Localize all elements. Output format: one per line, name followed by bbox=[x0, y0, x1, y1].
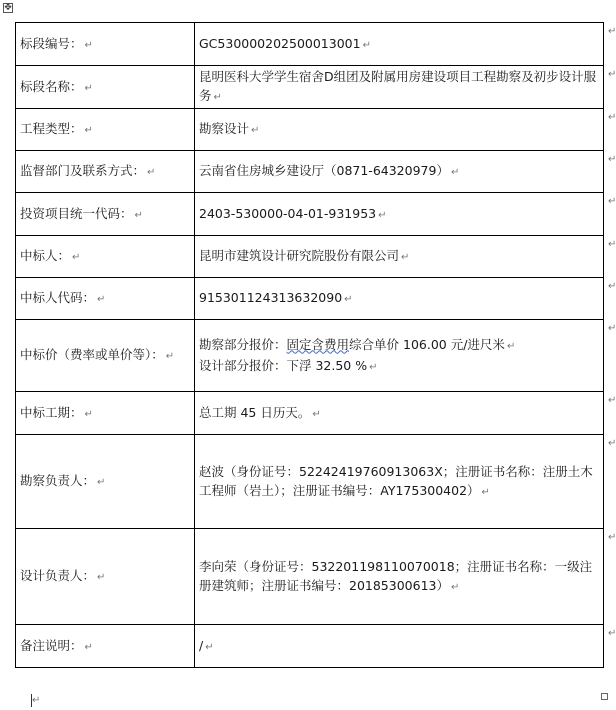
table-row bbox=[16, 66, 604, 109]
row-label-cell[interactable] bbox=[16, 236, 195, 278]
paragraph-mark: ↵ bbox=[84, 408, 93, 420]
row-label: 中标人： bbox=[20, 248, 71, 263]
table-row bbox=[16, 151, 604, 193]
table-row bbox=[16, 193, 604, 236]
row-label: 中标工期： bbox=[20, 404, 83, 420]
end-of-row-mark: ↵ bbox=[608, 112, 616, 123]
paragraph-mark: ↵ bbox=[251, 125, 260, 136]
row-value-cell[interactable] bbox=[195, 320, 604, 392]
row-value: 云南省住房城乡建设厅（0871-64320979） bbox=[199, 163, 449, 178]
row-value-cell[interactable] bbox=[195, 435, 604, 529]
table-row bbox=[16, 23, 604, 66]
row-label-cell[interactable] bbox=[16, 109, 195, 151]
spellcheck-underline: 固定含费用 bbox=[286, 336, 350, 352]
paragraph-mark: ↵ bbox=[401, 252, 410, 263]
paragraph-mark: ↵ bbox=[134, 209, 143, 221]
paragraph-mark: ↵ bbox=[362, 39, 371, 51]
row-value-cell[interactable] bbox=[195, 392, 604, 435]
row-value-line bbox=[199, 204, 599, 225]
row-value-line bbox=[199, 462, 599, 502]
row-value-line bbox=[199, 119, 599, 140]
row-value-line bbox=[199, 557, 599, 597]
row-value-cell[interactable] bbox=[195, 625, 604, 668]
row-label-cell[interactable] bbox=[16, 625, 195, 668]
row-value: 设计部分报价：下浮 32.50 % bbox=[199, 357, 368, 373]
table-move-handle-icon[interactable]: ✥ bbox=[4, 3, 12, 13]
end-of-row-mark: ↵ bbox=[608, 628, 616, 639]
paragraph-mark: ↵ bbox=[32, 695, 41, 706]
row-value-line bbox=[199, 356, 599, 377]
table-body bbox=[16, 23, 604, 668]
end-of-row-mark: ↵ bbox=[608, 281, 616, 292]
row-value: 昆明医科大学学生宿舍D组团及附属用房建设项目工程勘察及初步设计服务 bbox=[199, 69, 597, 103]
row-value-cell[interactable] bbox=[195, 109, 604, 151]
table-resize-handle[interactable] bbox=[601, 693, 608, 700]
table-row bbox=[16, 392, 604, 435]
row-value: 勘察部分报价：固定含费用综合单价 106.00 元/进尺米 bbox=[199, 336, 505, 352]
row-label: 中标价（费率或单价等）： bbox=[20, 347, 164, 362]
end-of-row-mark: ↵ bbox=[608, 395, 616, 406]
row-value: 赵波（身份证号：52242419760913063X；注册证书名称：注册土木工程师（岩土）；注册证书编号：AY175300402） bbox=[199, 463, 593, 498]
row-value-cell[interactable] bbox=[195, 278, 604, 320]
paragraph-mark: ↵ bbox=[84, 82, 93, 94]
row-label: 勘察负责人： bbox=[20, 473, 96, 488]
paragraph-mark: ↵ bbox=[165, 351, 175, 362]
end-of-row-mark: ↵ bbox=[608, 239, 616, 250]
row-label-cell[interactable] bbox=[16, 435, 195, 529]
row-value: 勘察设计 bbox=[199, 121, 250, 136]
row-label-cell[interactable] bbox=[16, 193, 195, 236]
paragraph-mark: ↵ bbox=[205, 641, 214, 653]
row-label: 投资项目统一代码： bbox=[20, 205, 133, 221]
row-value-line bbox=[199, 335, 599, 356]
row-value-cell[interactable] bbox=[195, 23, 604, 66]
end-of-row-mark: ↵ bbox=[608, 323, 616, 334]
end-of-row-mark: ↵ bbox=[608, 196, 616, 207]
row-value: 2403-530000-04-01-931953 bbox=[199, 205, 377, 221]
row-value: / bbox=[199, 637, 204, 653]
row-value-line bbox=[199, 246, 599, 267]
row-value-cell[interactable] bbox=[195, 66, 604, 109]
row-value-line bbox=[199, 34, 599, 55]
paragraph-mark: ↵ bbox=[97, 477, 106, 488]
table-row bbox=[16, 435, 604, 529]
paragraph-mark: ↵ bbox=[369, 361, 378, 373]
table-row bbox=[16, 109, 604, 151]
table-row bbox=[16, 625, 604, 668]
row-value-line bbox=[199, 288, 599, 309]
row-label: 标段名称： bbox=[20, 78, 83, 94]
row-value-cell[interactable] bbox=[195, 529, 604, 625]
bid-result-table bbox=[15, 22, 604, 668]
row-label-cell[interactable] bbox=[16, 278, 195, 320]
row-value-line bbox=[199, 67, 599, 107]
row-value: 昆明市建筑设计研究院股份有限公司 bbox=[199, 248, 400, 263]
row-value-line bbox=[199, 161, 599, 182]
row-value-line bbox=[199, 403, 599, 424]
end-of-row-mark: ↵ bbox=[608, 438, 616, 449]
paragraph-mark: ↵ bbox=[450, 167, 460, 178]
row-label-cell[interactable] bbox=[16, 320, 195, 392]
row-label: 设计负责人： bbox=[20, 568, 96, 583]
paragraph-mark: ↵ bbox=[506, 340, 516, 352]
paragraph-mark: ↵ bbox=[84, 39, 93, 51]
row-value-cell[interactable] bbox=[195, 151, 604, 193]
row-label: 工程类型： bbox=[20, 121, 83, 136]
row-value-cell[interactable] bbox=[195, 193, 604, 236]
row-value-line bbox=[199, 636, 599, 657]
paragraph-mark: ↵ bbox=[72, 252, 81, 263]
paragraph-mark: ↵ bbox=[97, 572, 106, 583]
paragraph-mark: ↵ bbox=[97, 294, 106, 305]
end-of-row-mark: ↵ bbox=[608, 532, 616, 543]
row-value: GC530000202500013001 bbox=[199, 35, 361, 51]
table-row bbox=[16, 236, 604, 278]
paragraph-mark: ↵ bbox=[147, 167, 156, 178]
row-label-cell[interactable] bbox=[16, 23, 195, 66]
row-label-cell[interactable] bbox=[16, 529, 195, 625]
paragraph-mark: ↵ bbox=[378, 209, 387, 221]
row-label: 标段编号： bbox=[20, 35, 83, 51]
table-row bbox=[16, 320, 604, 392]
row-label-cell[interactable] bbox=[16, 66, 195, 109]
table-row bbox=[16, 529, 604, 625]
row-label-cell[interactable] bbox=[16, 151, 195, 193]
paragraph-mark: ↵ bbox=[450, 581, 460, 593]
row-label-cell[interactable] bbox=[16, 392, 195, 435]
row-label: 备注说明： bbox=[20, 637, 83, 653]
paragraph-mark: ↵ bbox=[312, 408, 321, 420]
paragraph-mark: ↵ bbox=[84, 641, 93, 653]
paragraph-mark: ↵ bbox=[213, 92, 222, 103]
row-label: 监督部门及联系方式： bbox=[20, 163, 146, 178]
end-of-row-mark: ↵ bbox=[608, 154, 616, 165]
row-value: 915301124313632090 bbox=[199, 290, 343, 305]
paragraph-mark: ↵ bbox=[481, 486, 490, 498]
end-of-row-mark: ↵ bbox=[608, 69, 616, 80]
row-value-cell[interactable] bbox=[195, 236, 604, 278]
row-value: 总工期 45 日历天。 bbox=[199, 404, 311, 420]
table-row bbox=[16, 278, 604, 320]
row-value: 李向荣（身份证号：532201198110070018；注册证书名称：一级注册建筑师；注册证书编号：20185300613） bbox=[199, 558, 593, 593]
end-of-row-mark: ↵ bbox=[608, 26, 616, 37]
paragraph-mark: ↵ bbox=[344, 294, 353, 305]
paragraph-mark: ↵ bbox=[84, 125, 93, 136]
row-label: 中标人代码： bbox=[20, 290, 96, 305]
